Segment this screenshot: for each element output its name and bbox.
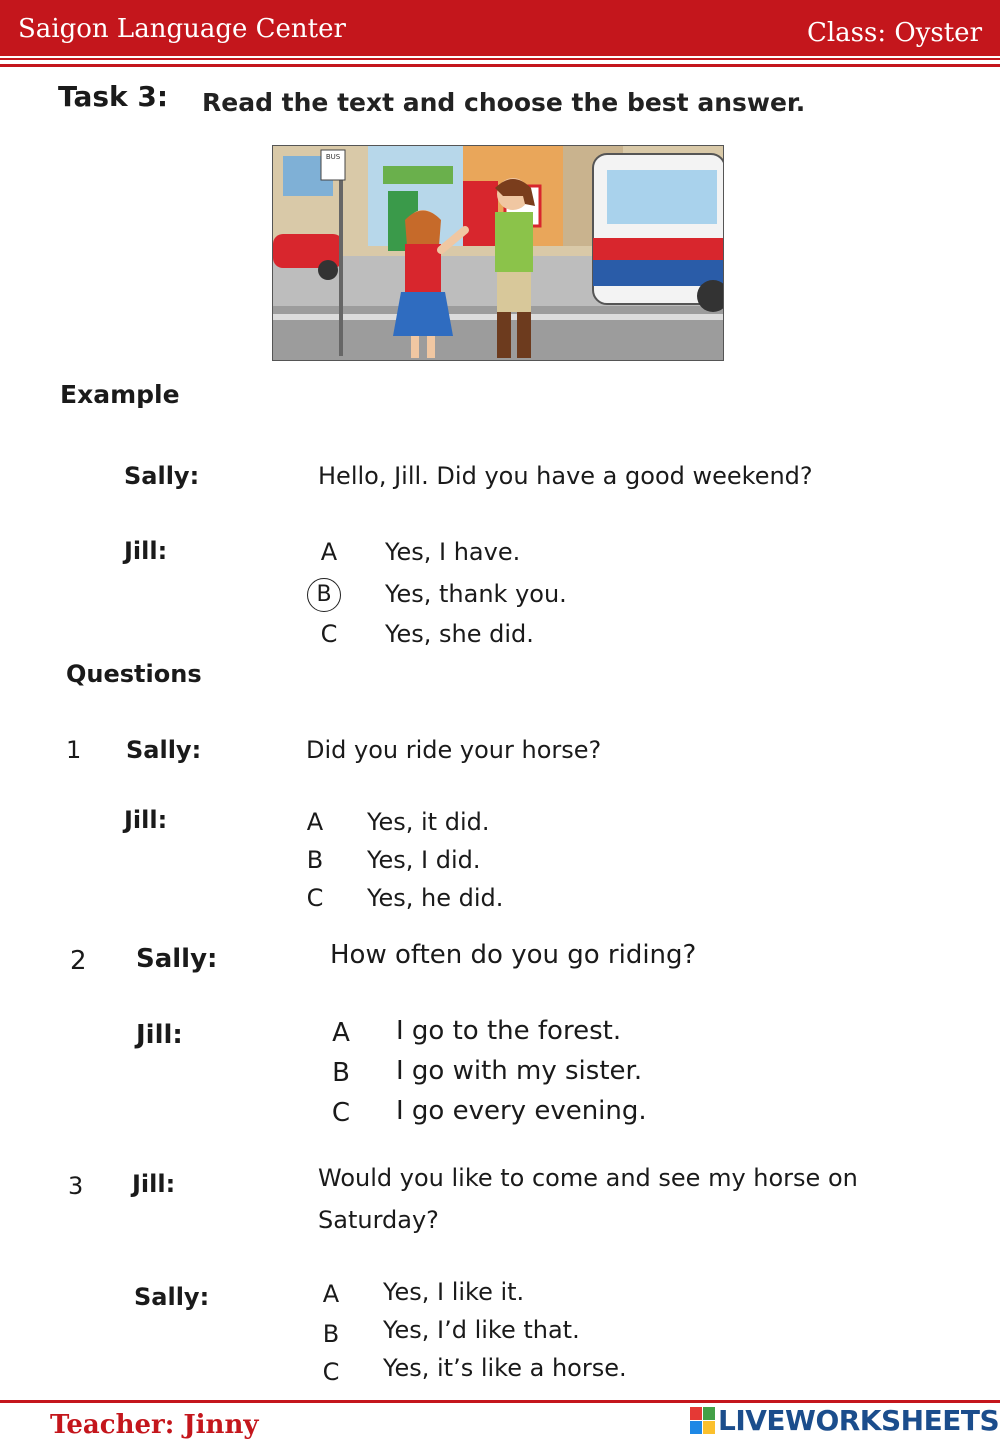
question-3-option-b-text[interactable]: Yes, I’d like that. bbox=[383, 1316, 580, 1344]
question-3-option-c-text[interactable]: Yes, it’s like a horse. bbox=[383, 1354, 627, 1382]
question-3-option-a-letter[interactable]: A bbox=[322, 1280, 340, 1308]
question-1-speaker: Sally: bbox=[126, 736, 202, 764]
bus-stop-sign-text: BUS bbox=[325, 153, 341, 161]
header-divider-2 bbox=[0, 64, 1000, 67]
class-label: Class: Oyster bbox=[806, 18, 982, 48]
example-answer-speaker: Jill: bbox=[124, 537, 168, 565]
question-1-option-c-letter[interactable]: C bbox=[306, 884, 324, 912]
question-3-number: 3 bbox=[68, 1172, 84, 1200]
street-scene-image bbox=[273, 146, 724, 361]
question-2-option-b-letter[interactable]: B bbox=[332, 1058, 350, 1088]
example-option-c-letter: C bbox=[320, 620, 338, 648]
questions-heading: Questions bbox=[66, 660, 202, 688]
question-1-option-c-text[interactable]: Yes, he did. bbox=[367, 884, 504, 912]
question-3-text-line1: Would you like to come and see my horse on bbox=[318, 1164, 858, 1192]
question-2-option-a-text[interactable]: I go to the forest. bbox=[396, 1016, 622, 1046]
teacher-name: Teacher: Jinny bbox=[50, 1410, 259, 1440]
example-option-b-text: Yes, thank you. bbox=[385, 580, 567, 608]
question-3-speaker: Jill: bbox=[132, 1170, 176, 1198]
question-1-number: 1 bbox=[66, 736, 82, 764]
liveworksheets-wordmark: LIVEWORKSHEETS bbox=[718, 1404, 1000, 1437]
example-question-speaker: Sally: bbox=[124, 462, 200, 490]
question-1-option-a-letter[interactable]: A bbox=[306, 808, 324, 836]
question-2-option-a-letter[interactable]: A bbox=[332, 1018, 350, 1048]
example-option-a-text: Yes, I have. bbox=[385, 538, 521, 566]
task-instruction: Read the text and choose the best answer. bbox=[202, 88, 806, 117]
example-heading: Example bbox=[60, 380, 180, 409]
question-3-text-line2: Saturday? bbox=[318, 1206, 439, 1234]
question-1-answer-speaker: Jill: bbox=[124, 806, 168, 834]
example-option-c-text: Yes, she did. bbox=[385, 620, 534, 648]
question-2-speaker: Sally: bbox=[136, 944, 218, 974]
example-question: Hello, Jill. Did you have a good weekend? bbox=[318, 462, 813, 490]
question-1-option-a-text[interactable]: Yes, it did. bbox=[367, 808, 490, 836]
header-bar bbox=[0, 0, 1000, 56]
task-label: Task 3: bbox=[58, 80, 169, 113]
scene-illustration bbox=[272, 145, 724, 361]
question-2-number: 2 bbox=[70, 946, 87, 976]
question-2-option-c-letter[interactable]: C bbox=[331, 1098, 351, 1128]
liveworksheets-logo-icon bbox=[690, 1407, 716, 1435]
question-2-option-c-text[interactable]: I go every evening. bbox=[396, 1096, 647, 1126]
example-option-a-letter: A bbox=[320, 538, 338, 566]
question-2-text: How often do you go riding? bbox=[330, 940, 697, 970]
footer-divider bbox=[0, 1400, 1000, 1403]
center-name: Saigon Language Center bbox=[18, 14, 346, 44]
question-1-option-b-text[interactable]: Yes, I did. bbox=[367, 846, 481, 874]
question-3-option-a-text[interactable]: Yes, I like it. bbox=[383, 1278, 525, 1306]
header-divider bbox=[0, 58, 1000, 60]
example-option-b-circled-letter: B bbox=[307, 578, 341, 612]
question-1-text: Did you ride your horse? bbox=[306, 736, 602, 764]
question-3-option-b-letter[interactable]: B bbox=[322, 1320, 340, 1348]
question-3-answer-speaker: Sally: bbox=[134, 1283, 210, 1311]
question-2-answer-speaker: Jill: bbox=[136, 1020, 183, 1050]
question-2-option-b-text[interactable]: I go with my sister. bbox=[396, 1056, 643, 1086]
question-1-option-b-letter[interactable]: B bbox=[306, 846, 324, 874]
question-3-option-c-letter[interactable]: C bbox=[322, 1358, 340, 1386]
